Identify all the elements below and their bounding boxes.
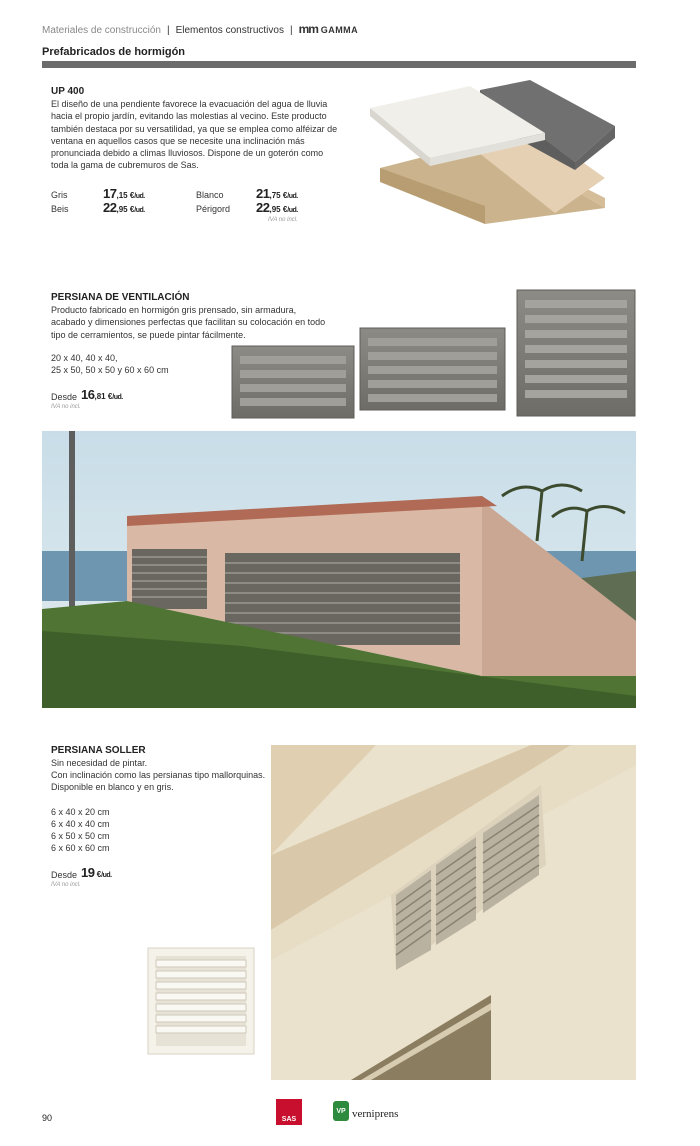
facade-photo <box>271 745 636 1080</box>
product-description: El diseño de una pendiente favorece la evacuación del agua de lluvia hacia el propio jardín, evitando las molestias al vecino. Este producto también destaca por su versatilidad, ya que se emplea como alféizar de ventana en aquellos casos que se necesite una inclinación más pronunciada debido a climas lluviosos. Dispone de un goterón como toda la gama de cubremuros de Sas. <box>51 99 338 171</box>
soller-louver-image <box>146 946 258 1058</box>
price-value: 22,95 €/ud. <box>103 200 145 215</box>
tax-note: IVA no incl. <box>51 404 81 410</box>
wall-with-louvers-photo <box>42 431 636 708</box>
product-description: Sin necesidad de pintar. <box>51 758 148 768</box>
price-value: 19 €/ud. <box>81 865 112 880</box>
price-label: Gris <box>51 190 68 200</box>
price-from: Desde <box>51 392 78 402</box>
product-title: PERSIANA SOLLER <box>51 745 146 756</box>
price-value: 21,75 €/ud. <box>256 186 298 201</box>
breadcrumb: Materiales de construcción | Elementos constructivos | mm GAMMA <box>42 22 359 36</box>
product-sizes: 6 x 40 x 20 cm <box>51 807 110 817</box>
coping-slabs-image <box>360 78 620 228</box>
category-divider <box>42 61 636 68</box>
brand-logo: m <box>298 22 309 36</box>
product-description: Disponible en blanco y en gris. <box>51 782 174 792</box>
product-sizes: 6 x 50 x 50 cm <box>51 831 110 841</box>
price-label: Blanco <box>196 190 224 200</box>
price-label: Périgord <box>196 204 231 214</box>
product-title: PERSIANA DE VENTILACIÓN <box>51 292 190 303</box>
page-number: 90 <box>42 1113 53 1123</box>
vp-logo: VP <box>333 1101 349 1121</box>
product-sizes: 20 x 40, 40 x 40, <box>51 353 118 363</box>
tax-note: IVA no incl. <box>51 882 81 888</box>
tax-note: IVA no incl. <box>268 217 298 223</box>
breadcrumb-item: Materiales de construcción <box>42 25 161 36</box>
price-value: 17,15 €/ud. <box>103 186 145 201</box>
product-sizes: 6 x 60 x 60 cm <box>51 843 110 853</box>
product-sizes: 25 x 50, 50 x 50 y 60 x 60 cm <box>51 365 169 375</box>
category-title: Prefabricados de hormigón <box>42 46 186 58</box>
ventilation-louvers-image <box>230 288 640 428</box>
verniprens-logo: verniprens <box>352 1108 399 1120</box>
breadcrumb-item: Elementos constructivos <box>175 25 284 36</box>
product-description: Producto fabricado en hormigón gris prensado, sin armadura, acabado y dimensiones perfectas que facilitan su colocación en todo tipo de cerramientos, se puede pintar fácilmente. <box>51 305 326 340</box>
product-description: Con inclinación como las persianas tipo mallorquinas. <box>51 770 266 780</box>
price-label: Beis <box>51 204 69 214</box>
price-value: 16,81 €/ud. <box>81 387 123 402</box>
price-from: Desde <box>51 870 78 880</box>
brand-name: GAMMA <box>320 25 359 35</box>
product-title: UP 400 <box>51 86 85 97</box>
price-value: 22,95 €/ud. <box>256 200 298 215</box>
product-sizes: 6 x 40 x 40 cm <box>51 819 110 829</box>
sas-logo: SAS <box>276 1099 302 1125</box>
